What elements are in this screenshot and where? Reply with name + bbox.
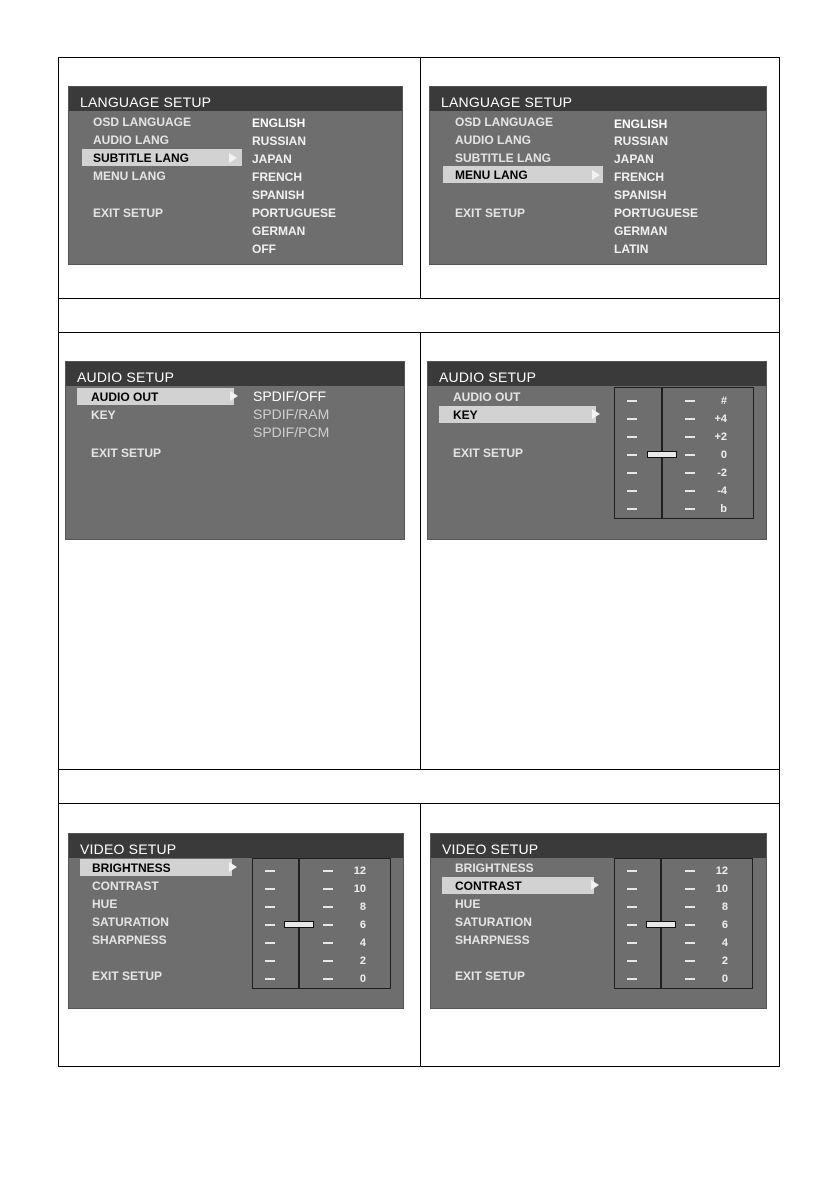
tick-mark: [685, 418, 695, 420]
menu-item-contrast[interactable]: CONTRAST: [455, 879, 522, 893]
menu-item-audio-lang[interactable]: AUDIO LANG: [93, 133, 169, 147]
option-item[interactable]: SPANISH: [252, 188, 305, 202]
menu-item-exit-setup[interactable]: EXIT SETUP: [455, 969, 526, 983]
level-label: 8: [359, 901, 366, 913]
level-label: 2: [721, 955, 728, 967]
level-label: 8: [721, 901, 728, 913]
tick-mark: [323, 906, 333, 908]
option-item[interactable]: SPDIF/RAM: [253, 406, 330, 422]
menu-item-exit-setup[interactable]: EXIT SETUP: [91, 446, 162, 460]
screen-title: VIDEO SETUP: [431, 834, 766, 858]
option-item[interactable]: OFF: [252, 242, 276, 256]
tick-mark: [627, 454, 637, 456]
tick-mark: [265, 888, 275, 890]
tick-mark: [323, 870, 333, 872]
option-item[interactable]: PORTUGUESE: [252, 206, 337, 220]
tick-mark: [627, 436, 637, 438]
tick-mark: [323, 888, 333, 890]
menu-item-key[interactable]: KEY: [453, 408, 478, 422]
tick-mark: [627, 888, 637, 890]
osd-screen-audio-key: [428, 362, 766, 539]
menu-item-menu-lang[interactable]: MENU LANG: [455, 168, 528, 182]
tick-mark: [627, 978, 637, 980]
tick-mark: [685, 888, 695, 890]
divider: [59, 298, 779, 299]
level-label: -2: [717, 467, 727, 479]
option-item[interactable]: SPDIF/PCM: [253, 424, 330, 440]
option-item[interactable]: FRENCH: [252, 170, 302, 184]
level-label: 12: [353, 865, 366, 877]
tick-mark: [323, 978, 333, 980]
tick-mark: [265, 978, 275, 980]
tick-mark: [627, 960, 637, 962]
level-label: 4: [721, 937, 728, 949]
option-item[interactable]: ENGLISH: [252, 116, 306, 130]
tick-mark: [265, 960, 275, 962]
slider-thumb[interactable]: [284, 921, 314, 928]
tick-mark: [323, 960, 333, 962]
tick-mark: [685, 400, 695, 402]
menu-item-menu-lang[interactable]: MENU LANG: [93, 169, 166, 183]
osd-screen-language-menu: [430, 87, 766, 264]
tick-mark: [627, 942, 637, 944]
tick-mark: [685, 942, 695, 944]
menu-item-exit-setup[interactable]: EXIT SETUP: [455, 206, 526, 220]
menu-item-exit-setup[interactable]: EXIT SETUP: [453, 446, 524, 460]
tick-mark: [685, 960, 695, 962]
menu-item-saturation[interactable]: SATURATION: [455, 915, 532, 929]
screen-title: LANGUAGE SETUP: [430, 87, 766, 111]
key-level-slider[interactable]: [614, 387, 754, 519]
level-label: 0: [721, 973, 728, 985]
level-label: 6: [359, 919, 366, 931]
tick-mark: [685, 436, 695, 438]
level-label: +4: [714, 413, 727, 425]
menu-item-key[interactable]: KEY: [91, 408, 116, 422]
osd-screen-language-subtitle: [69, 87, 402, 264]
tick-mark: [627, 400, 637, 402]
menu-item-audio-out[interactable]: AUDIO OUT: [453, 390, 521, 404]
menu-item-hue[interactable]: HUE: [455, 897, 481, 911]
tick-mark: [627, 418, 637, 420]
menu-item-osd-language[interactable]: OSD LANGUAGE: [93, 115, 192, 129]
divider: [420, 803, 421, 1067]
tick-mark: [627, 906, 637, 908]
tick-mark: [685, 508, 695, 510]
level-label: +2: [714, 431, 727, 443]
tick-mark: [685, 978, 695, 980]
menu-item-brightness[interactable]: BRIGHTNESS: [92, 861, 171, 875]
menu-item-contrast[interactable]: CONTRAST: [92, 879, 159, 893]
screen-title: VIDEO SETUP: [69, 834, 403, 858]
option-item[interactable]: JAPAN: [252, 152, 292, 166]
level-label: #: [720, 395, 727, 407]
level-label: 6: [721, 919, 728, 931]
tick-mark: [265, 924, 275, 926]
menu-item-subtitle-lang[interactable]: SUBTITLE LANG: [93, 151, 189, 165]
tick-mark: [323, 942, 333, 944]
submenu-arrow-icon: [229, 862, 237, 872]
level-label: 4: [359, 937, 366, 949]
divider: [59, 803, 779, 804]
osd-screen-video-brightness: [69, 834, 403, 1008]
tick-mark: [265, 906, 275, 908]
option-item[interactable]: PORTUGUESE: [614, 206, 699, 220]
divider: [420, 332, 421, 769]
divider: [420, 58, 421, 298]
tick-mark: [627, 924, 637, 926]
menu-item-audio-out[interactable]: AUDIO OUT: [91, 390, 159, 404]
tick-mark: [685, 906, 695, 908]
level-label: -4: [717, 485, 727, 497]
screen-title: LANGUAGE SETUP: [69, 87, 402, 111]
level-label: 0: [720, 449, 727, 461]
slider-thumb[interactable]: [646, 921, 676, 928]
tick-mark: [627, 870, 637, 872]
tick-mark: [685, 490, 695, 492]
menu-item-saturation[interactable]: SATURATION: [92, 915, 169, 929]
tick-mark: [685, 472, 695, 474]
level-label: 2: [359, 955, 366, 967]
level-label: 0: [359, 973, 366, 985]
option-item[interactable]: GERMAN: [252, 224, 306, 238]
option-item[interactable]: FRENCH: [614, 170, 664, 184]
brightness-level-slider[interactable]: [252, 858, 391, 989]
menu-item-hue[interactable]: HUE: [92, 897, 118, 911]
menu-item-exit-setup[interactable]: EXIT SETUP: [92, 969, 163, 983]
screen-title: AUDIO SETUP: [428, 362, 766, 386]
menu-item-audio-lang[interactable]: AUDIO LANG: [455, 133, 531, 147]
tick-mark: [685, 870, 695, 872]
submenu-arrow-icon: [591, 880, 599, 890]
menu-item-brightness[interactable]: BRIGHTNESS: [455, 861, 534, 875]
option-item[interactable]: LATIN: [614, 242, 649, 256]
level-label: b: [720, 503, 727, 515]
slider-thumb[interactable]: [647, 451, 677, 458]
option-item[interactable]: GERMAN: [614, 224, 668, 238]
menu-item-sharpness[interactable]: SHARPNESS: [92, 933, 167, 947]
option-item[interactable]: SPDIF/OFF: [253, 388, 327, 404]
screen-title: AUDIO SETUP: [66, 362, 404, 386]
option-item[interactable]: ENGLISH: [614, 117, 668, 131]
tick-mark: [685, 924, 695, 926]
submenu-arrow-icon: [592, 409, 600, 419]
tick-mark: [627, 508, 637, 510]
menu-item-osd-language[interactable]: OSD LANGUAGE: [455, 115, 554, 129]
contrast-level-slider[interactable]: [614, 858, 753, 989]
option-item[interactable]: SPANISH: [614, 188, 667, 202]
osd-screen-audio-out: [66, 362, 404, 539]
menu-item-subtitle-lang[interactable]: SUBTITLE LANG: [455, 151, 551, 165]
option-item[interactable]: RUSSIAN: [614, 134, 669, 148]
tick-mark: [323, 924, 333, 926]
divider: [59, 769, 779, 770]
submenu-arrow-icon: [230, 391, 238, 401]
menu-item-sharpness[interactable]: SHARPNESS: [455, 933, 530, 947]
level-label: 10: [715, 883, 728, 895]
level-label: 10: [353, 883, 366, 895]
tick-mark: [627, 490, 637, 492]
tick-mark: [265, 870, 275, 872]
submenu-arrow-icon: [592, 170, 600, 180]
divider: [59, 332, 779, 333]
tick-mark: [265, 942, 275, 944]
option-item[interactable]: RUSSIAN: [252, 134, 307, 148]
submenu-arrow-icon: [229, 153, 237, 163]
level-label: 12: [715, 865, 728, 877]
osd-screen-video-contrast: [431, 834, 766, 1008]
tick-mark: [627, 472, 637, 474]
menu-item-exit-setup[interactable]: EXIT SETUP: [93, 206, 164, 220]
option-item[interactable]: JAPAN: [614, 152, 654, 166]
tick-mark: [685, 454, 695, 456]
